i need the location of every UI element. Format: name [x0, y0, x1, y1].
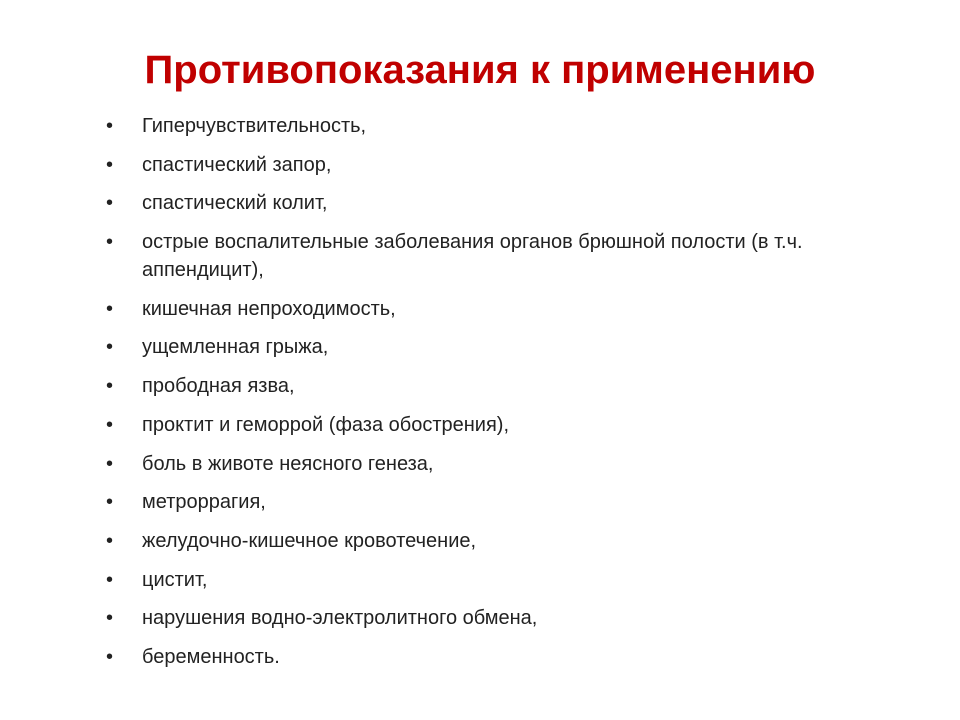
bullet-icon: •	[106, 529, 114, 552]
list-item	[100, 295, 890, 323]
list-item-text: нарушения водно-электролитного обмена,	[142, 607, 538, 630]
list-item-text: спастический колит,	[142, 192, 328, 215]
list-item	[100, 488, 890, 516]
list-item	[100, 372, 890, 400]
bullet-icon: •	[106, 607, 114, 630]
list-item	[100, 333, 890, 361]
list-item-text: проктит и геморрой (фаза обострения),	[142, 413, 510, 436]
list-item-text: желудочно-кишечное кровотечение,	[142, 529, 477, 552]
slide-title: Противопоказания к применению	[144, 48, 816, 92]
list-item-text: Гиперчувствительность,	[142, 115, 367, 137]
bullet-icon: •	[106, 297, 114, 320]
list-item-text: кишечная непроходимость,	[142, 297, 396, 320]
bullet-icon: •	[106, 491, 114, 514]
list-item	[100, 189, 890, 217]
bullet-icon: •	[106, 568, 114, 591]
list-item	[100, 411, 890, 439]
bullet-icon: •	[106, 375, 114, 398]
list-item	[100, 643, 890, 671]
bullet-icon: •	[106, 231, 114, 254]
list-item-text: острые воспалительные заболевания органов брюшной полости (в т.ч. аппендицит),	[142, 231, 803, 282]
bullet-icon: •	[106, 645, 114, 668]
bullet-icon: •	[106, 336, 114, 359]
list-item	[100, 228, 890, 284]
list-item	[100, 112, 890, 140]
bullet-icon: •	[106, 153, 114, 176]
bullet-icon: •	[106, 413, 114, 436]
contraindications-list	[100, 112, 890, 682]
list-item	[100, 604, 890, 632]
list-item	[100, 450, 890, 478]
list-item-text: беременность.	[142, 645, 280, 668]
list-item-text: боль в животе неясного генеза,	[142, 452, 434, 475]
list-item-text: спастический запор,	[142, 153, 332, 176]
list-item-text: прободная язва,	[142, 375, 295, 398]
bullet-icon: •	[106, 192, 114, 215]
list-item	[100, 151, 890, 179]
list-item	[100, 527, 890, 555]
list-item	[100, 566, 890, 594]
bullet-icon: •	[106, 452, 114, 475]
list-item-text: метроррагия,	[142, 491, 266, 514]
list-item-text: ущемленная грыжа,	[142, 336, 329, 359]
bullet-icon: •	[106, 115, 114, 137]
list-item-text: цистит,	[142, 568, 208, 591]
